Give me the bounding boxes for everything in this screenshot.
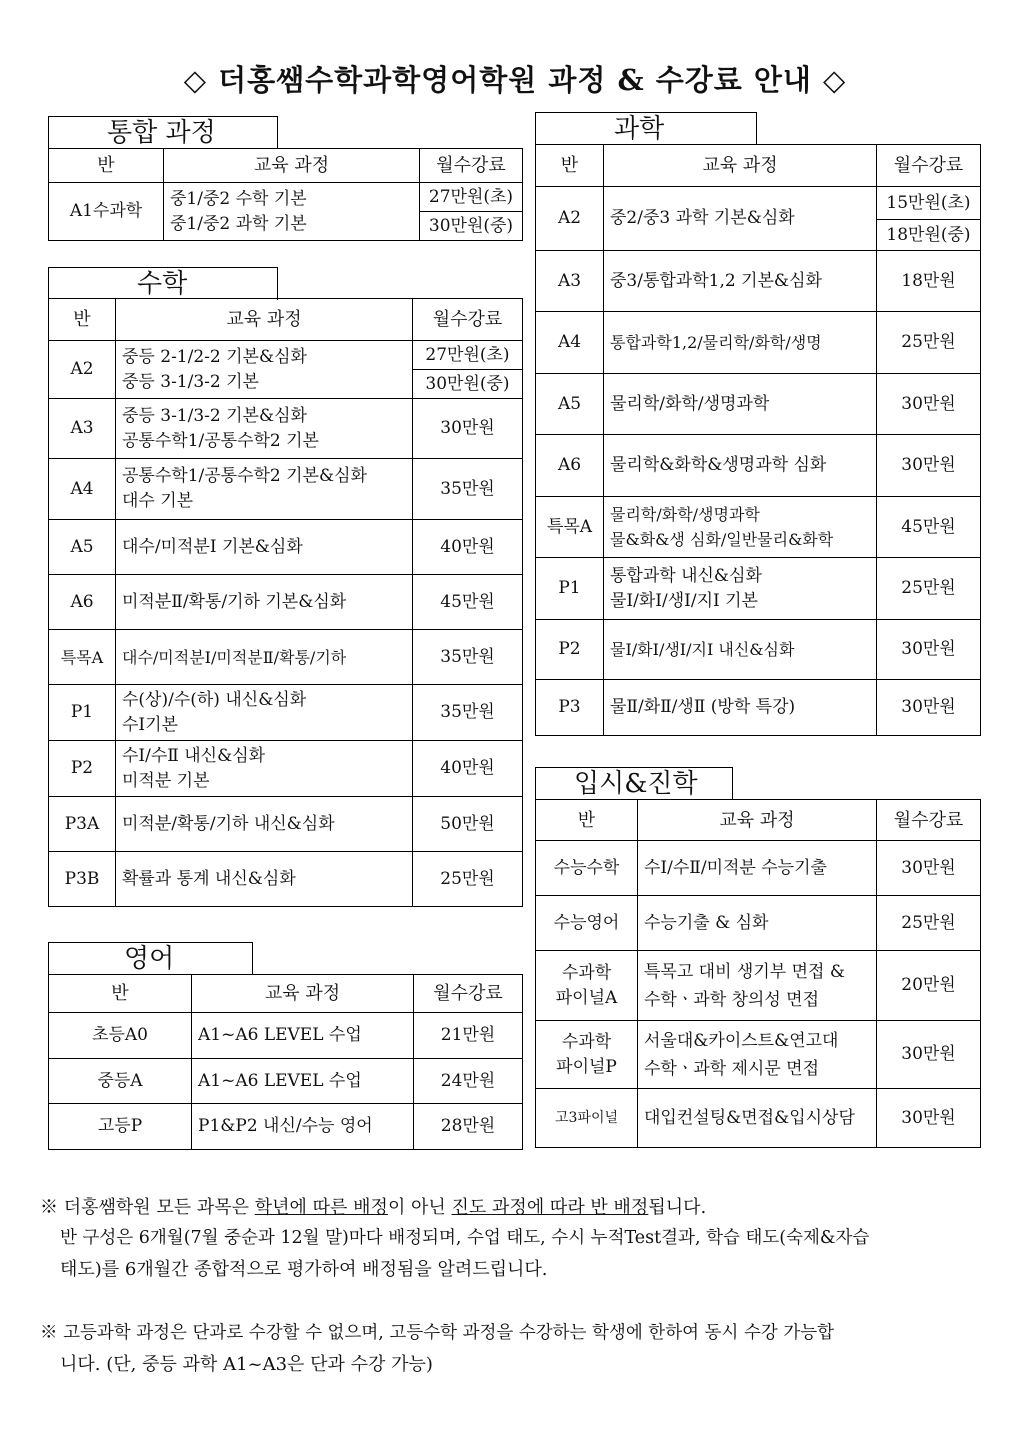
class-cell: 고3파이널 bbox=[536, 1089, 638, 1148]
note-text: 됩니다. bbox=[648, 1197, 707, 1218]
fee-cell: 35만원 bbox=[413, 459, 523, 520]
course-line: 대수 기본 bbox=[122, 491, 194, 511]
course-cell bbox=[164, 183, 420, 241]
admission-section-title: 입시&진학 bbox=[535, 767, 733, 800]
class-cell bbox=[536, 1021, 638, 1089]
english-section-title: 영어 bbox=[48, 942, 253, 975]
header-course: 교육 과정 bbox=[192, 975, 414, 1013]
class-cell: A1수과학 bbox=[49, 183, 164, 241]
course-line: 미적분 기본 bbox=[122, 770, 210, 791]
fee-cell: 20만원 bbox=[877, 951, 981, 1021]
course-cell bbox=[638, 1021, 877, 1089]
class-cell: 수능수학 bbox=[536, 841, 638, 896]
fee-cell: 25만원 bbox=[877, 312, 981, 374]
class-cell: 특목A bbox=[536, 497, 604, 558]
course-cell: 대수/미적분Ⅰ 기본&심화 bbox=[116, 520, 413, 575]
fee-cell: 15만원(초) bbox=[877, 187, 981, 220]
course-cell: 물Ⅱ/화Ⅱ/생Ⅱ (방학 특강) bbox=[604, 680, 877, 736]
fee-cell: 21만원 bbox=[414, 1013, 523, 1059]
admission-table bbox=[535, 799, 981, 1148]
class-cell: A3 bbox=[49, 399, 116, 459]
fee-cell: 18만원 bbox=[877, 251, 981, 312]
class-line: 파이널P bbox=[556, 1056, 617, 1077]
course-cell: 확률과 통계 내신&심화 bbox=[116, 852, 413, 907]
class-cell: P1 bbox=[536, 558, 604, 620]
fee-cell: 35만원 bbox=[413, 685, 523, 741]
course-cell bbox=[116, 741, 413, 797]
integrated-section bbox=[48, 116, 522, 242]
fee-cell: 24만원 bbox=[414, 1059, 523, 1104]
fee-cell: 30만원(중) bbox=[420, 212, 523, 241]
class-cell: P2 bbox=[536, 620, 604, 680]
page-title: ◇ 더홍쌤수학과학영어학원 과정 & 수강료 안내 ◇ bbox=[183, 63, 847, 97]
note-text: 이 아닌 bbox=[387, 1197, 452, 1218]
fee-cell: 30만원 bbox=[877, 620, 981, 680]
course-line: 중1/중2 과학 기본 bbox=[170, 213, 307, 234]
class-cell: A6 bbox=[49, 575, 116, 630]
fee-cell: 30만원 bbox=[877, 374, 981, 435]
course-cell: 수Ⅰ/수Ⅱ/미적분 수능기출 bbox=[638, 841, 877, 896]
course-line: 물Ⅰ/화Ⅰ/생Ⅰ/지Ⅰ 기본 bbox=[610, 590, 758, 611]
header-fee: 월수강료 bbox=[413, 299, 523, 341]
header-fee: 월수강료 bbox=[877, 800, 981, 841]
note-line bbox=[40, 1192, 990, 1223]
course-cell: 통합과학1,2/물리학/화학/생명 bbox=[604, 312, 877, 374]
fee-cell: 27만원(초) bbox=[413, 341, 523, 370]
admission-section bbox=[535, 767, 980, 1149]
course-line: 중등 3-1/3-2 기본 bbox=[122, 371, 259, 392]
fee-cell: 25만원 bbox=[877, 896, 981, 951]
fee-cell: 30만원 bbox=[877, 680, 981, 736]
class-cell: P1 bbox=[49, 685, 116, 741]
fee-cell: 18만원(중) bbox=[877, 220, 981, 251]
course-line: 수학ㆍ과학 창의성 면접 bbox=[644, 989, 820, 1010]
course-cell: 물리학/화학/생명과학 bbox=[604, 374, 877, 435]
fee-cell: 27만원(초) bbox=[420, 183, 523, 212]
course-cell bbox=[604, 558, 877, 620]
class-cell: P3B bbox=[49, 852, 116, 907]
course-line: 중1/중2 수학 기본 bbox=[170, 188, 307, 209]
fee-cell: 30만원(중) bbox=[413, 370, 523, 399]
class-cell: A4 bbox=[536, 312, 604, 374]
course-line: 수Ⅰ/수Ⅱ 내신&심화 bbox=[122, 745, 266, 766]
class-cell: P2 bbox=[49, 741, 116, 797]
fee-cell: 30만원 bbox=[413, 399, 523, 459]
header-fee: 월수강료 bbox=[420, 149, 523, 183]
class-cell: 고등P bbox=[49, 1104, 192, 1150]
science-section-title: 과학 bbox=[535, 112, 757, 145]
note-underlined: 진도 과정에 따라 반 배정 bbox=[451, 1197, 649, 1218]
class-cell: A4 bbox=[49, 459, 116, 520]
class-cell: A2 bbox=[536, 187, 604, 251]
fee-cell: 30만원 bbox=[877, 435, 981, 497]
course-line: 중등 3-1/3-2 기본&심화 bbox=[122, 405, 307, 426]
course-line: 공통수학1/공통수학2 기본&심화 bbox=[122, 466, 367, 486]
fee-cell: 40만원 bbox=[413, 741, 523, 797]
header-fee: 월수강료 bbox=[414, 975, 523, 1013]
fee-cell: 28만원 bbox=[414, 1104, 523, 1150]
class-cell: A5 bbox=[536, 374, 604, 435]
fee-cell: 30만원 bbox=[877, 841, 981, 896]
fee-cell: 25만원 bbox=[877, 558, 981, 620]
course-line: 물리학/화학/생명과학 bbox=[610, 505, 760, 524]
math-section bbox=[48, 267, 522, 912]
fee-cell: 30만원 bbox=[877, 1021, 981, 1089]
class-cell: P3A bbox=[49, 797, 116, 852]
integrated-table bbox=[48, 148, 523, 241]
course-cell: 물리학&화학&생명과학 심화 bbox=[604, 435, 877, 497]
course-cell bbox=[116, 341, 413, 399]
header-class: 반 bbox=[49, 975, 192, 1013]
class-cell: A5 bbox=[49, 520, 116, 575]
course-cell: 미적분Ⅱ/확통/기하 기본&심화 bbox=[116, 575, 413, 630]
class-cell: A2 bbox=[49, 341, 116, 399]
class-line: 파이널A bbox=[555, 987, 618, 1008]
course-cell: A1~A6 LEVEL 수업 bbox=[192, 1013, 414, 1059]
english-section bbox=[48, 942, 522, 1148]
course-cell bbox=[116, 685, 413, 741]
note-underlined: 학년에 따른 배정 bbox=[254, 1197, 388, 1218]
fee-cell: 25만원 bbox=[413, 852, 523, 907]
fee-cell: 50만원 bbox=[413, 797, 523, 852]
course-cell: 대입컨설팅&면접&입시상담 bbox=[638, 1089, 877, 1148]
header-class: 반 bbox=[536, 800, 638, 841]
course-cell: P1&P2 내신/수능 영어 bbox=[192, 1104, 414, 1150]
class-line: 수과학 bbox=[561, 1031, 612, 1052]
fee-cell: 45만원 bbox=[877, 497, 981, 558]
class-cell: 수능영어 bbox=[536, 896, 638, 951]
note-science-enrollment bbox=[40, 1318, 990, 1380]
course-cell bbox=[638, 951, 877, 1021]
course-line: 특목고 대비 생기부 면접 & bbox=[644, 961, 845, 982]
class-cell bbox=[536, 951, 638, 1021]
course-cell bbox=[604, 497, 877, 558]
course-line: 수(상)/수(하) 내신&심화 bbox=[122, 689, 307, 710]
course-cell bbox=[116, 459, 413, 520]
course-line: 수학ㆍ과학 제시문 면접 bbox=[644, 1058, 820, 1079]
fee-cell: 35만원 bbox=[413, 630, 523, 685]
note-line: 반 구성은 6개월(7월 중순과 12월 말)마다 배정되며, 수업 태도, 수시 누적Test결과, 학습 태도(숙제&자습 bbox=[60, 1228, 870, 1248]
header-class: 반 bbox=[49, 299, 116, 341]
integrated-section-title: 통합 과정 bbox=[48, 116, 278, 149]
class-cell: 초등A0 bbox=[49, 1013, 192, 1059]
header-class: 반 bbox=[49, 149, 164, 183]
note-assignment bbox=[40, 1192, 990, 1285]
class-cell: 특목A bbox=[49, 630, 116, 685]
class-cell: A3 bbox=[536, 251, 604, 312]
note-line: 니다. (단, 중등 과학 A1~A3은 단과 수강 가능) bbox=[60, 1354, 433, 1375]
course-cell bbox=[116, 399, 413, 459]
course-line: 통합과학 내신&심화 bbox=[610, 565, 762, 586]
course-cell: 대수/미적분Ⅰ/미적분Ⅱ/확통/기하 bbox=[116, 630, 413, 685]
note-text: ※ 더홍쌤학원 모든 과목은 bbox=[40, 1197, 255, 1218]
header-course: 교육 과정 bbox=[116, 299, 413, 341]
course-line: 서울대&카이스트&연고대 bbox=[644, 1030, 839, 1051]
course-cell: 수능기출 & 심화 bbox=[638, 896, 877, 951]
class-cell: A6 bbox=[536, 435, 604, 497]
header-course: 교육 과정 bbox=[604, 145, 877, 187]
header-course: 교육 과정 bbox=[164, 149, 420, 183]
note-line: ※ 고등과학 과정은 단과로 수강할 수 없으며, 고등수학 과정을 수강하는 학생에 한하여 동시 수강 가능합 bbox=[40, 1323, 835, 1343]
fee-cell: 30만원 bbox=[877, 1089, 981, 1148]
course-line: 물&화&생 심화/일반물리&화학 bbox=[610, 530, 834, 549]
fee-cell: 40만원 bbox=[413, 520, 523, 575]
header-class: 반 bbox=[536, 145, 604, 187]
course-line: 공통수학1/공통수학2 기본 bbox=[122, 430, 319, 451]
course-line: 수Ⅰ기본 bbox=[122, 714, 178, 735]
class-cell: 중등A bbox=[49, 1059, 192, 1104]
note-line: 태도)를 6개월간 종합적으로 평가하여 배정됨을 알려드립니다. bbox=[60, 1259, 548, 1280]
math-section-title: 수학 bbox=[48, 267, 278, 300]
math-table bbox=[48, 298, 523, 907]
science-table bbox=[535, 144, 981, 736]
course-cell: 중2/중3 과학 기본&심화 bbox=[604, 187, 877, 251]
course-cell: 중3/통합과학1,2 기본&심화 bbox=[604, 251, 877, 312]
header-course: 교육 과정 bbox=[638, 800, 877, 841]
class-line: 수과학 bbox=[561, 962, 612, 983]
english-table bbox=[48, 974, 523, 1150]
course-line: 중등 2-1/2-2 기본&심화 bbox=[122, 346, 307, 367]
science-section bbox=[535, 112, 980, 737]
course-cell: 물Ⅰ/화Ⅰ/생Ⅰ/지Ⅰ 내신&심화 bbox=[604, 620, 877, 680]
course-cell: 미적분/확통/기하 내신&심화 bbox=[116, 797, 413, 852]
class-cell: P3 bbox=[536, 680, 604, 736]
header-fee: 월수강료 bbox=[877, 145, 981, 187]
course-cell: A1~A6 LEVEL 수업 bbox=[192, 1059, 414, 1104]
fee-cell: 45만원 bbox=[413, 575, 523, 630]
